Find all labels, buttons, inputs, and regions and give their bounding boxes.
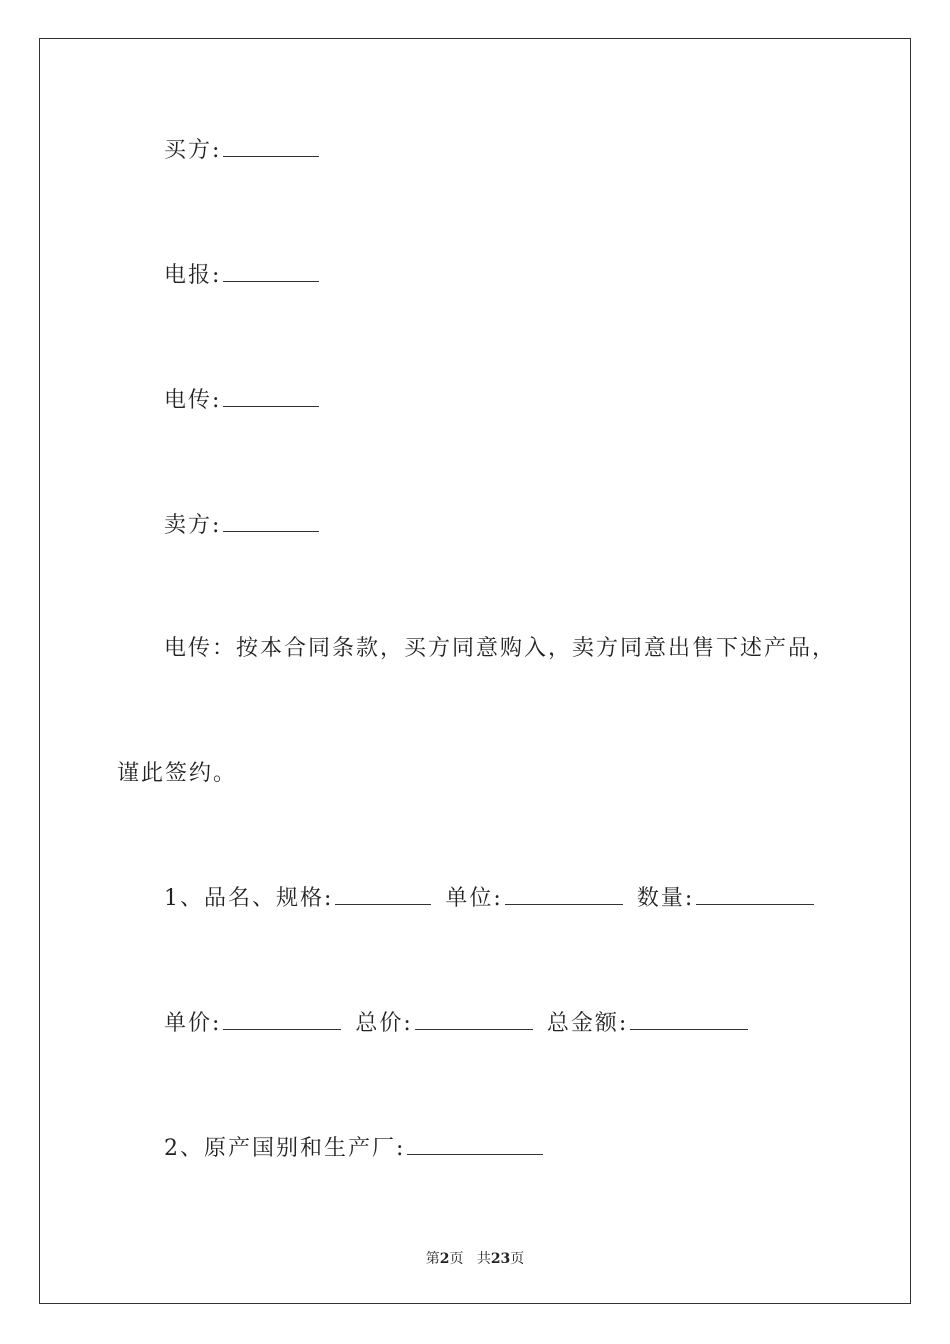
footer-page-suffix: 页 (449, 1251, 464, 1267)
telegram-line (164, 263, 319, 289)
item1-name-blank (335, 886, 431, 905)
seller-label: 卖方: (164, 513, 222, 538)
item1-name-label: 1、品名、规格: (164, 886, 334, 911)
telegram-blank (223, 263, 319, 282)
unit-price-blank (223, 1011, 341, 1030)
item1-quantity-label: 数量: (636, 886, 695, 911)
page-footer (0, 1248, 950, 1268)
item1-quantity-blank (696, 886, 814, 905)
item2-line (164, 1136, 543, 1162)
item1b-line (164, 1011, 748, 1037)
unit-price-label: 单价: (164, 1011, 222, 1036)
seller-line (164, 513, 319, 539)
total-price-label: 总价: (355, 1011, 413, 1036)
telex-blank (223, 388, 319, 407)
page-frame (39, 38, 911, 1304)
telex-label: 电传: (164, 388, 222, 413)
telegram-label: 电报: (164, 263, 222, 288)
item1-unit-label: 单位: (445, 886, 503, 911)
origin-manufacturer-blank (407, 1136, 543, 1155)
telex-line (164, 388, 319, 414)
paragraph-line-2: 谨此签约。 (117, 761, 238, 786)
seller-blank (223, 513, 319, 532)
footer-total-suffix: 页 (510, 1251, 525, 1267)
buyer-blank (223, 138, 319, 157)
total-price-blank (415, 1011, 533, 1030)
buyer-label: 买方: (164, 138, 222, 163)
item1-unit-blank (505, 886, 623, 905)
item1-line (164, 886, 814, 912)
footer-page-number: 2 (439, 1251, 450, 1267)
footer-total-prefix: 共 (476, 1251, 491, 1267)
footer-total-pages: 23 (490, 1251, 511, 1267)
total-amount-label: 总金额: (546, 1011, 629, 1036)
total-amount-blank (630, 1011, 748, 1030)
paragraph-line-1: 电传：按本合同条款，买方同意购入，卖方同意出售下述产品， (164, 636, 837, 661)
origin-manufacturer-label: 2、原产国别和生产厂: (164, 1136, 406, 1161)
footer-prefix: 第 (425, 1251, 440, 1267)
buyer-line (164, 138, 319, 164)
